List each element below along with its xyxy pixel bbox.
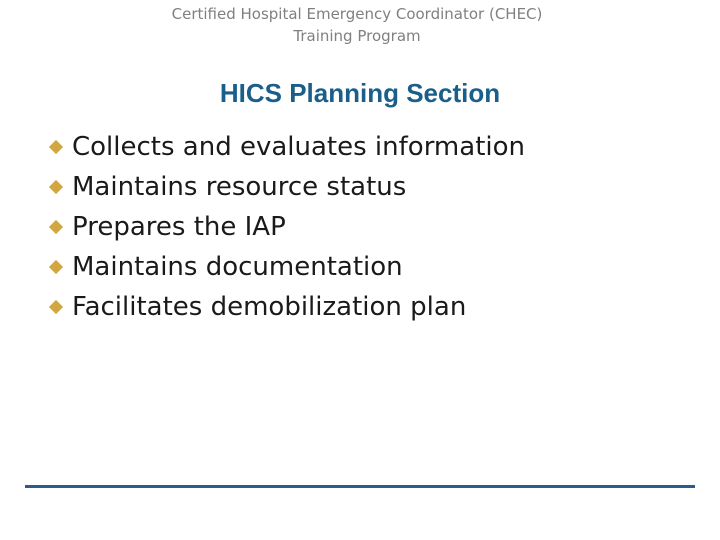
footer-divider — [25, 485, 695, 488]
header-line-2: Training Program — [293, 27, 421, 45]
bullet-text: Collects and evaluates information — [72, 132, 525, 162]
bullet-text: Maintains resource status — [72, 172, 407, 202]
header-line-1: Certified Hospital Emergency Coordinator (CHEC) — [171, 5, 543, 23]
bullet-item — [48, 127, 525, 167]
bullet-text: Prepares the IAP — [72, 212, 286, 242]
bullet-item — [48, 247, 525, 287]
diamond-bullet-icon — [49, 180, 63, 194]
bullet-item — [48, 207, 525, 247]
bullet-item — [48, 287, 525, 327]
diamond-bullet-icon — [49, 300, 63, 314]
bullet-list — [48, 127, 525, 327]
diamond-bullet-icon — [49, 260, 63, 274]
bullet-text: Maintains documentation — [72, 252, 403, 282]
slide-title: HICS Planning Section — [219, 78, 501, 108]
diamond-bullet-icon — [49, 140, 63, 154]
slide-header — [0, 3, 714, 47]
bullet-item — [48, 167, 525, 207]
diamond-bullet-icon — [49, 220, 63, 234]
bullet-text: Facilitates demobilization plan — [72, 292, 467, 322]
